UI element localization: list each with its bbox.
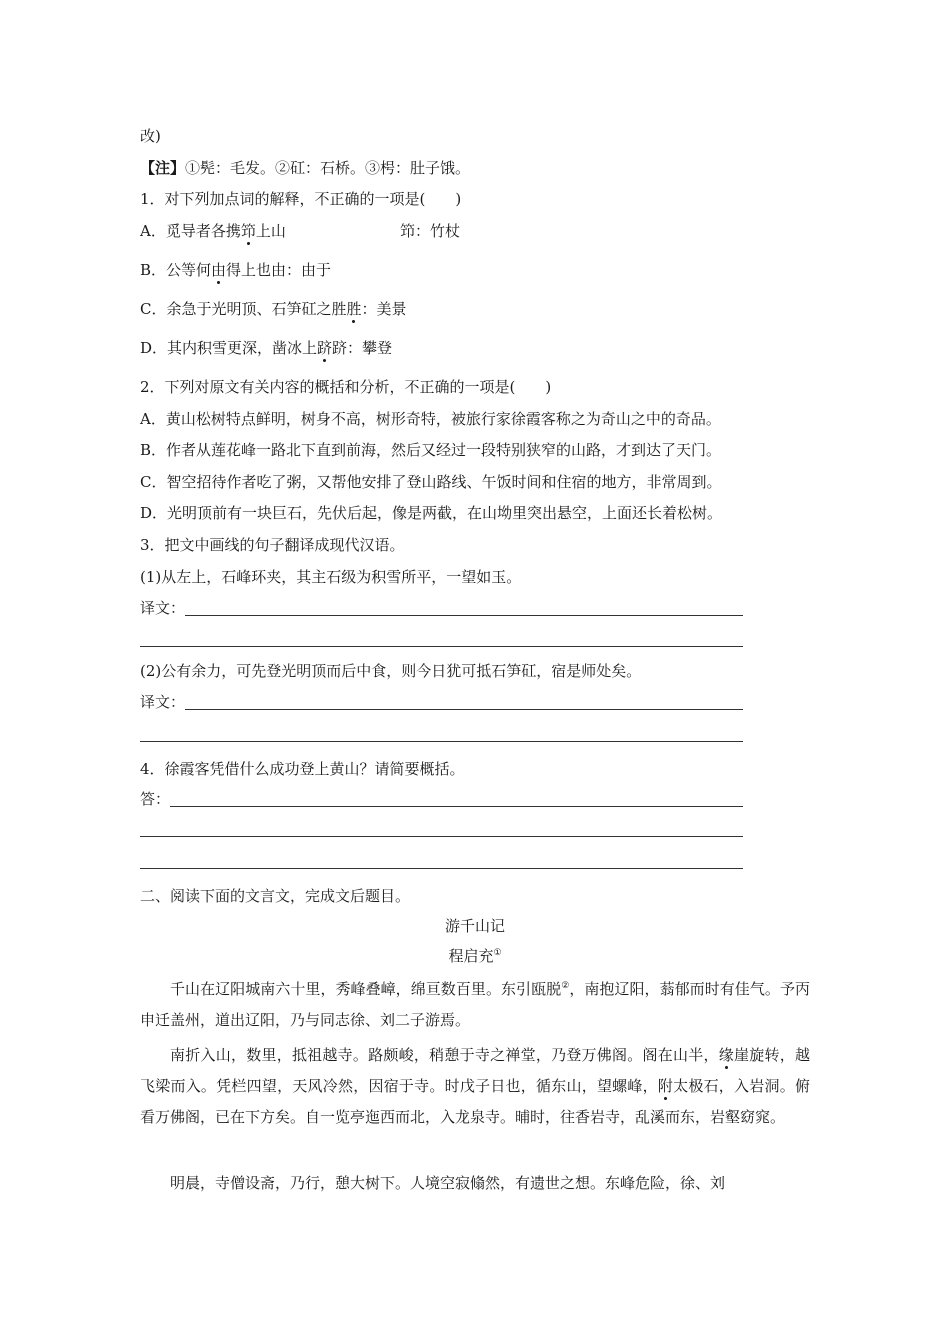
q3-sentence-2: (2)公有余力，可先登光明顶而后中食，则今日犹可抵石笋矼，宿是师处矣。 [140, 662, 642, 680]
q1-b-dotted-word: 由 [211, 261, 227, 279]
q2-option-d: D．光明顶前有一块巨石，先伏后起，像是两截，在山坳里突出悬空，上面还长着松树。 [140, 504, 723, 522]
q1-option-a [140, 221, 286, 241]
q1-b-post: 得上也由：由于 [226, 261, 332, 279]
continuation-text: 改) [140, 127, 161, 145]
q1-d-post: 跻：攀登 [332, 339, 393, 357]
p1-text-b: ，南抱辽阳，蓊郁而时有佳气。予丙申迁盖州，道出辽阳，乃与同志徐、刘二子游焉。 [140, 980, 810, 1029]
q1-option-a-gloss: 笻：竹杖 [400, 222, 461, 240]
passage-paragraph-3: 明晨，寺僧设斋，乃行，憩大树下。人境空寂翛然，有遗世之想。东峰危险，徐、刘 [170, 1174, 726, 1192]
q1-d-pre: D．其内积雪更深，凿冰上 [140, 339, 318, 357]
q1-option-c [140, 299, 407, 319]
author-name: 程启充 [448, 947, 494, 965]
footnote-marker: ① [493, 948, 502, 958]
p2-text-b: 崖旋转，越飞梁而入。凭栏四望，天风冷然，因宿于寺。时戊子日也，循东山，望螺峰， [140, 1046, 810, 1095]
q1-option-b [140, 260, 331, 280]
q1-stem: 1．对下列加点词的解释，不正确的一项是( ) [140, 190, 462, 208]
answer-line [170, 806, 743, 807]
answer-line[interactable] [140, 836, 743, 837]
q1-c-post: ：美景 [361, 300, 407, 318]
q1-a-dotted-word: 笻 [240, 222, 256, 240]
q3-answer-1[interactable] [140, 598, 743, 618]
q2-stem: 2．下列对原文有关内容的概括和分析，不正确的一项是( ) [140, 378, 552, 396]
q3-stem: 3．把文中画线的句子翻译成现代汉语。 [140, 536, 405, 554]
p2-dotted-word-1: 缘 [718, 1046, 734, 1064]
q2-option-c: C．智空招待作者吃了粥，又帮他安排了登山路线、午饭时间和住宿的地方，非常周到。 [140, 473, 722, 491]
q1-c-dotted-word: 胜 [346, 300, 362, 318]
answer-line [185, 615, 743, 616]
answer-line[interactable] [140, 741, 743, 742]
q1-b-pre: B．公等何 [140, 261, 212, 279]
q4-answer[interactable] [140, 789, 743, 809]
section-heading: 二、阅读下面的文言文，完成文后题目。 [140, 887, 411, 905]
note-text: ①髡：毛发。②矼：石桥。③枵：肚子饿。 [185, 159, 471, 177]
translation-label: 译文： [140, 599, 186, 617]
q3-sentence-1: (1)从左上，石峰环夹，其主石级为积雪所平，一望如玉。 [140, 568, 522, 586]
note-label: 【注】 [140, 159, 186, 177]
answer-line[interactable] [140, 646, 743, 647]
q1-option-d [140, 338, 392, 358]
passage-title: 游千山记 [444, 917, 505, 935]
answer-line [185, 709, 743, 710]
p2-text-a: 南折入山，数里，抵祖越寺。路颇峻，稍憩于寺之禅堂，乃登万佛阁。阁在山半， [170, 1046, 719, 1064]
annotation-note [140, 158, 470, 178]
q3-answer-2[interactable] [140, 692, 743, 712]
q4-stem: 4．徐霞客凭借什么成功登上黄山？请简要概括。 [140, 760, 465, 778]
q2-option-a: A．黄山松树特点鲜明，树身不高，树形奇特，被旅行家徐霞客称之为奇山之中的奇品。 [140, 410, 721, 428]
p1-text-a: 千山在辽阳城南六十里，秀峰叠嶂，绵亘数百里。东引瓯脱 [170, 980, 562, 998]
passage-author [140, 946, 810, 966]
q1-c-pre: C．余急于光明顶、石笋矼之胜 [140, 300, 347, 318]
q1-a-post: 上山 [255, 222, 286, 240]
p2-dotted-word-2: 附 [657, 1077, 674, 1095]
p2-text-c: 太极石，入岩洞。俯看万佛阁，已在下方矣。自一览亭迤西而北，入龙泉寺。晡时，往香岩寺，乱溪而东，岩壑窈窕。 [140, 1077, 810, 1126]
passage-paragraph-2 [140, 1040, 810, 1133]
answer-line[interactable] [140, 868, 743, 869]
footnote-marker: ② [561, 981, 570, 991]
q2-option-b: B．作者从莲花峰一路北下直到前海，然后又经过一段特别狭窄的山路，才到达了天门。 [140, 441, 722, 459]
q1-d-dotted-word: 跻 [317, 339, 333, 357]
q1-a-pre: A．觅导者各携 [140, 222, 241, 240]
passage-paragraph-1 [140, 974, 810, 1036]
translation-label: 译文： [140, 693, 186, 711]
answer-label: 答： [140, 790, 171, 808]
